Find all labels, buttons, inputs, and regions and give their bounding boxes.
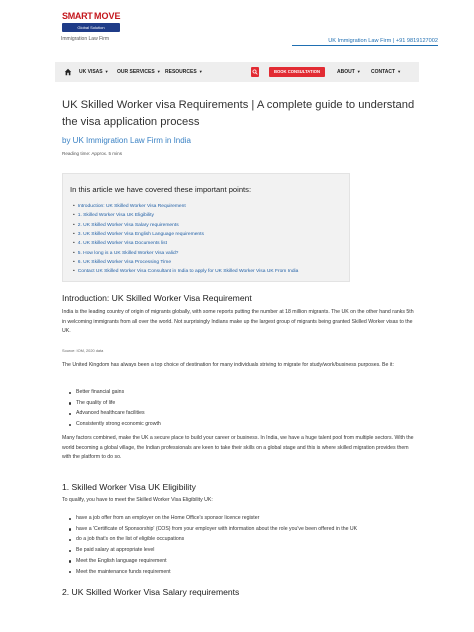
list-item: have a 'Certificate of Sponsorship' (COS) from your employer with information about the role you've been offered in the UK (76, 524, 357, 535)
toc-item[interactable]: • 4. UK Skilled Worker Visa Documents list (73, 239, 298, 248)
logo-move-text: MOVE (94, 11, 121, 21)
logo-smart-text: SMART (62, 11, 93, 21)
intro-heading: Introduction: UK Skilled Worker Visa Requirement (62, 293, 252, 303)
home-icon[interactable] (64, 68, 72, 76)
toc-item[interactable]: • Introduction: UK Skilled Worker Visa Requirement (73, 202, 298, 211)
logo-subtitle: Immigration Law Firm (61, 36, 110, 42)
toc-item[interactable]: • 3. UK Skilled Worker Visa English Language requirements (73, 230, 298, 239)
main-nav (55, 62, 419, 82)
nav-resources[interactable] (165, 62, 203, 82)
list-item: Meet the English language requirement (76, 556, 357, 567)
list-item: do a job that's on the list of eligible occupations (76, 534, 357, 545)
list-item: Meet the maintenance funds requirement (76, 567, 357, 578)
site-logo[interactable] (60, 10, 130, 52)
search-button[interactable] (251, 67, 259, 77)
salary-heading: 2. UK Skilled Worker Visa Salary requirements (62, 587, 240, 597)
list-item: Better financial gains (76, 387, 161, 398)
chevron-down-icon: ▼ (198, 69, 203, 74)
nav-about[interactable] (337, 62, 361, 82)
nav-our-services-label: OUR SERVICES (117, 69, 155, 75)
nav-resources-label: RESOURCES (165, 69, 197, 75)
chevron-down-icon: ▼ (356, 69, 361, 74)
list-item: Consistently strong economic growth (76, 419, 161, 430)
list-item: Be paid salary at appropriate level (76, 545, 357, 556)
toc-item[interactable]: • Contact UK Skilled Worker Visa Consultant in India to apply for UK Skilled Worker Visa UK From India (73, 267, 298, 276)
logo-ribbon: Global Solution (62, 23, 120, 32)
nav-our-services[interactable] (117, 62, 161, 82)
article-title: UK Skilled Worker visa Requirements | A complete guide to understand the visa application process (62, 99, 415, 128)
eligibility-heading: 1. Skilled Worker Visa UK Eligibility (62, 482, 196, 492)
nav-uk-visas-label: UK VISAS (79, 69, 103, 75)
toc-item[interactable]: • 6. UK Skilled Worker Visa Processing Time (73, 258, 298, 267)
intro-bullet-list (76, 387, 161, 430)
eligibility-bullet-list (76, 513, 357, 577)
list-item: The quality of life (76, 398, 161, 409)
toc-item[interactable]: • 5. How long is a UK Skilled Worker Visa valid? (73, 249, 298, 258)
chevron-down-icon: ▼ (397, 69, 402, 74)
intro-paragraph-2: The United Kingdom has always been a top choice of destination for many individuals striving to migrate for study/work/business purposes. Be it: (62, 362, 394, 368)
chevron-down-icon: ▼ (156, 69, 161, 74)
nav-contact[interactable] (371, 62, 401, 82)
toc-item[interactable]: • 2. UK Skilled Worker Visa Salary requirements (73, 221, 298, 230)
nav-contact-label: CONTACT (371, 69, 396, 75)
eligibility-lead: To qualify, you have to meet the Skilled Worker Visa Eligibility UK: (62, 497, 213, 503)
toc-heading: In this article we have covered these important points: (70, 185, 252, 194)
chevron-down-icon: ▼ (104, 69, 109, 74)
contact-link[interactable]: UK Immigration Law Firm | +91 9819127002 (328, 38, 438, 44)
article-byline[interactable]: by UK Immigration Law Firm in India (62, 136, 191, 145)
nav-uk-visas[interactable] (79, 62, 109, 82)
table-of-contents (62, 173, 350, 282)
toc-list (73, 202, 298, 277)
list-item: Advanced healthcare facilities (76, 408, 161, 419)
intro-paragraph-1: India is the leading country of origin of migrants globally, with some reports putting the number at 18 million migrants. The UK on the other hand ranks 5th in welcoming immigrants from all over the world. Not surprisingly Indians make up the largest group of migrants being granted Skilled Worker visas to the UK. (62, 309, 414, 335)
book-consultation-button[interactable]: BOOK CONSULTATION (269, 67, 325, 77)
nav-about-label: ABOUT (337, 69, 355, 75)
list-item: have a job offer from an employer on the Home Office's sponsor licence register (76, 513, 357, 524)
contact-underline (292, 45, 438, 46)
reading-time: Reading time: Approx. 5 mins (62, 151, 123, 156)
source-note: Source: IOM, 2020 data (62, 348, 104, 353)
site-header (0, 0, 474, 58)
toc-item[interactable]: • 1. Skilled Worker Visa UK Eligibility (73, 211, 298, 220)
search-icon (252, 69, 258, 75)
intro-paragraph-3: Many factors combined, make the UK a secure place to build your career or business. In India, we have a huge talent pool from multiple sectors. With the world becoming a global village, the Indian professionals are keen to take their skills on a global stage and this is where skilled migration provides them with the platform to do so. (62, 435, 414, 461)
